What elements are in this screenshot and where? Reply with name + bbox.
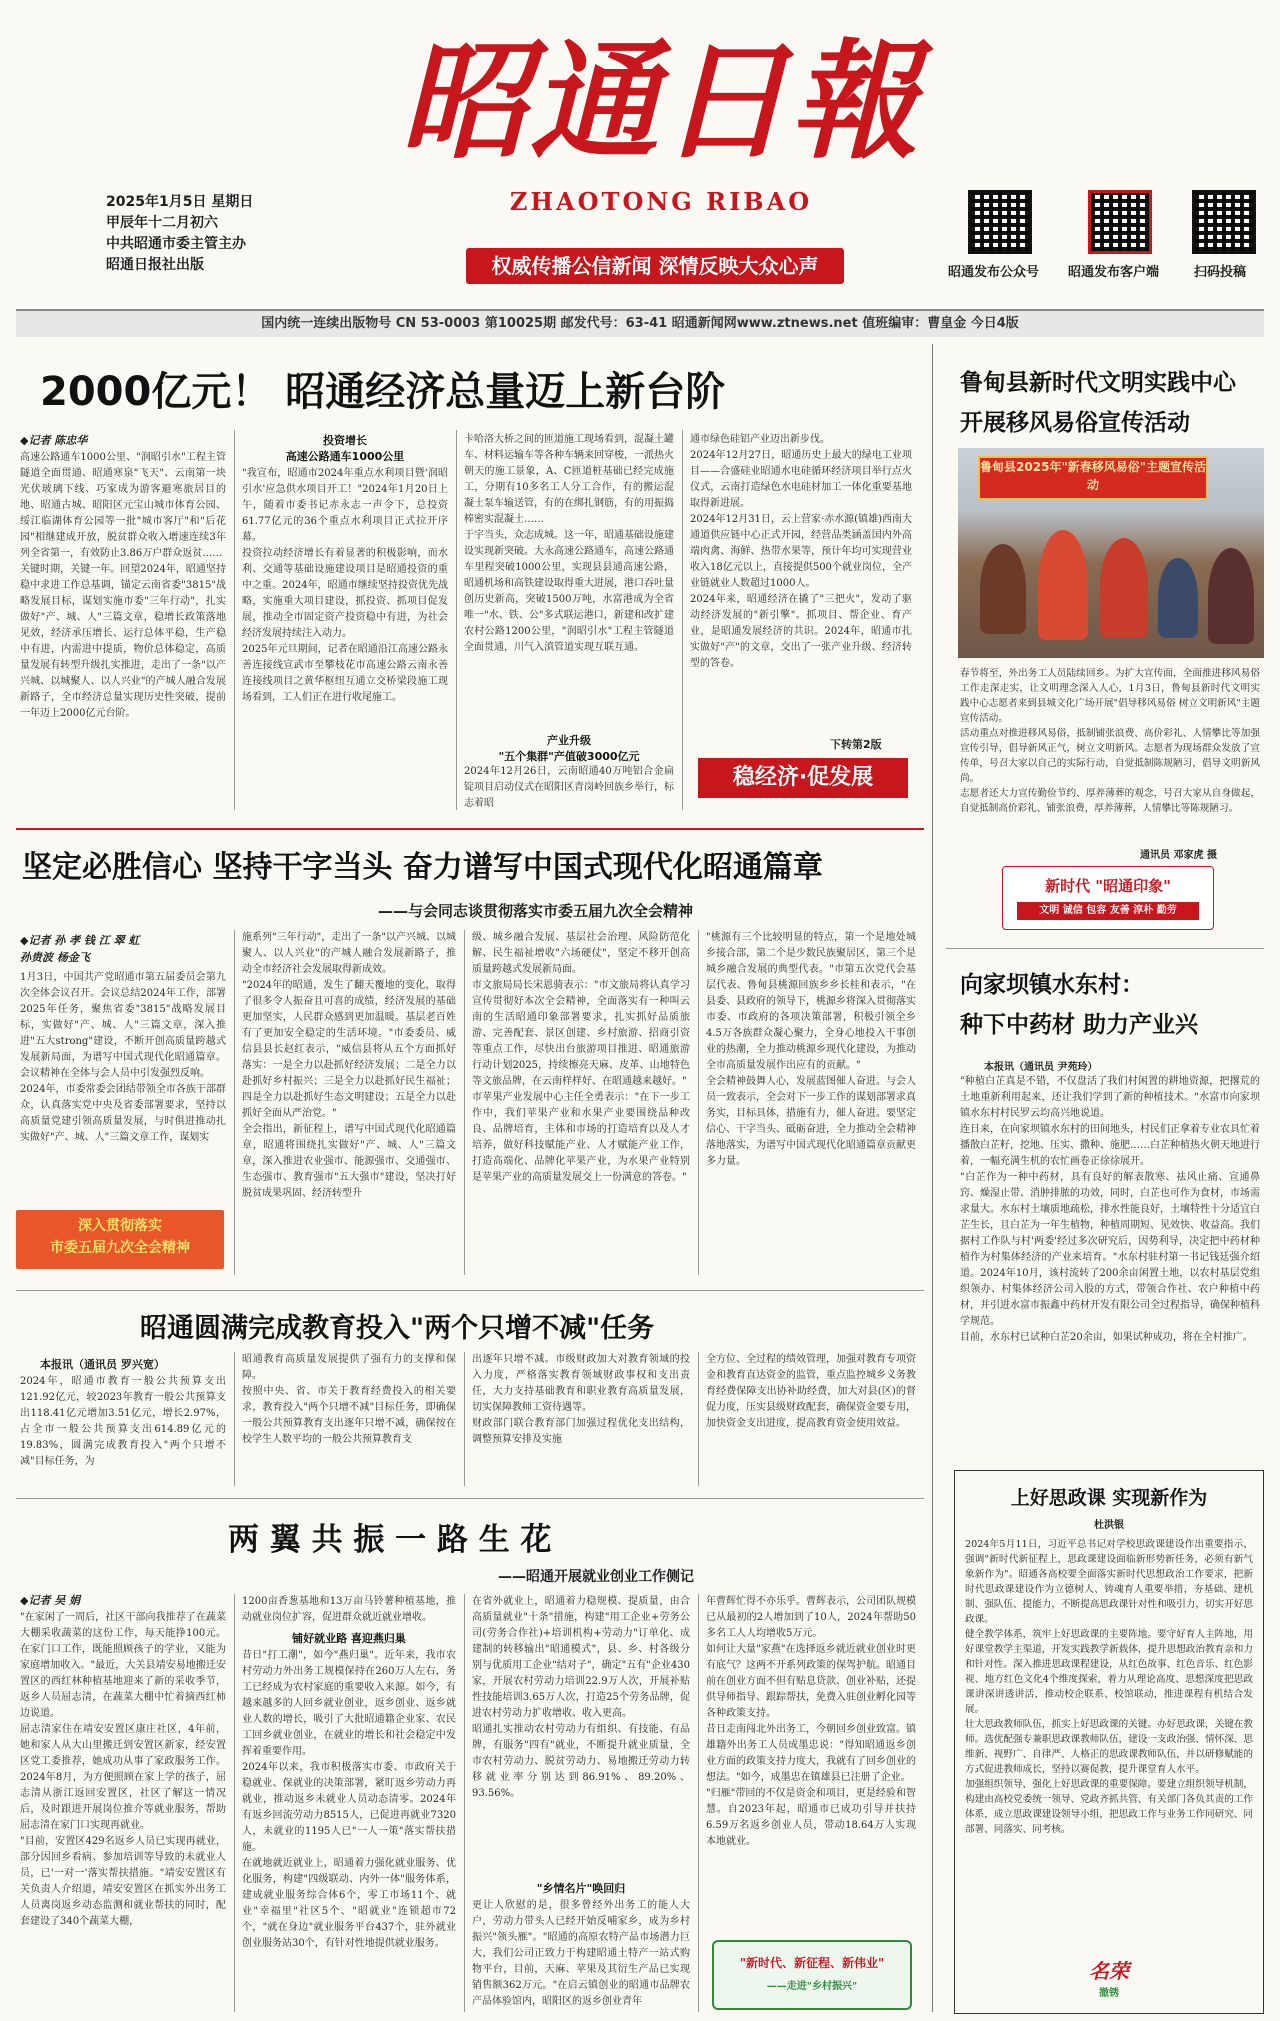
right-column-divider [932, 344, 933, 2012]
civilization-logo-values: 文明 诚信 包容 友善 淳朴 勤劳 [1017, 902, 1199, 920]
column-logo [1057, 1955, 1161, 2001]
column-divider [234, 1594, 235, 2012]
column-divider [234, 430, 235, 810]
column-logo-subtext: 撤锈 [1099, 1988, 1119, 1999]
employment-column-2: 1200亩香葱基地和13万亩马铃薯种植基地，推动就业岗位扩容，促进群众就近就业增收。 [242, 1596, 456, 1623]
person-figure [1158, 558, 1198, 638]
publisher-line: 昭通日报社出版 [106, 257, 204, 273]
feature-column-1: 1月3日，中国共产党昭通市第五届委员会第九次全体会议召开。会议总结2024年工作，部署2025年任务，聚焦省委"3815"战略发展目标，实做好"产、城、人"三篇文章，深入推进"五大strong"建设，不断开创高质量跨越式发展新局面，为谱写中国式现代化昭通篇章。会议精神在全体与会人员中引发强烈反响。 2024年，市委常委会团结带领全市各族干部群众，认真落实党中央及省委部署要求，坚持以高质量党建引领高质量发展，与时俱进推动扎实做好"产、城、人"三篇文章工作，谋划实 [20, 972, 226, 1143]
employment-subtitle: ——昭通开展就业创业工作侧记 [498, 1569, 694, 1585]
side3-headline[interactable]: 上好思政课 实现新作为 [1010, 1487, 1208, 1509]
qr-code-icon[interactable] [1192, 190, 1256, 254]
edu-column-2: 昭通教育高质量发展提供了强有力的支撑和保障。 按照中央、省、市关于教育经费投入的相关要求，教育投入"两个只增不减"目标任务，即确保一般公共预算教育支出逐年只增不减，确保按在校学生人数平均的一般公共预算教育支 [242, 1354, 456, 1445]
qr-code-icon[interactable] [1088, 190, 1152, 254]
feature-column-2: 施系列"三年行动"，走出了一条"以产兴城、以城聚人、以人兴业"的产城人融合发展新路子，推动全市经济社会发展取得新成效。 "2024年的昭通，发生了翻天覆地的变化，取得了很多令人振奋且可喜的成绩，经济发展的基础更加坚实，人民群众感到更加温暖。基层老百姓有了更加安全稳定的生活环境。"市委委员、威信县县长赵红表示，"威信县将从五个方面抓好落实：一是全力以赴抓好经济发展；二是全力以赴抓好乡村振兴；三是全力以赴抓好民生福祉；四是全力以赴抓好生态文明建设；五是全力以赴抓好全面从严治党。" 全会指出，新征程上，谱写中国式现代化昭通篇章，昭通将围绕扎实做好"产、城、人"三篇文章，深入推进农业强市、能源强市、交通强市、生态强市、教育强市"五大强市"建设，坚决打好脱贫成果巩固、经济转型升 [242, 932, 456, 1199]
employment-subhead-2: "乡情名片"唤回归 [536, 1882, 626, 1895]
feature-subtitle: ——与会同志谈贯彻落实市委五届九次全会精神 [378, 902, 694, 920]
civilization-logo [1002, 866, 1214, 930]
employment-column-3: 在省外就业上，昭通着力稳规模、提质量，由合高质量就业"十条"措施，构建"用工企业+劳务公司(劳务合作社)+培训机构+劳动力"订单化、成建制的转移输出"昭通模式"，县、乡、村各级分别与优质用工企业"结对子"，确定"五有"企业430家，开展农村劳动力培训22.9万人次，开展补贴性技能培训3.65万人次，打造25个劳务品牌，促进农村劳动力扩收增收、收入更高。 昭通扎实推动农村劳动力有组织、有技能、有品牌，有服务"四有"就业，不断提升就业质量，全市农村劳动力、脱贫劳动力、易地搬迁劳动力转移就业率分别达到86.91%、89.20%、93.56%。 [472, 1596, 690, 1799]
employment-column-4: 年曹辉忙得不亦乐乎。曹辉表示，公司团队规模已从最初的2人增加到了10人，2024年帮助50多名工人人均增收5万元。 如何让大量"家燕"在选择返乡就近就业创业时更有底气？这两不开系列政策的保驾护航。昭通目前在创业方面不但有贴息贷款、创业补贴，还提供导师指导、跟踪帮扶，免费入驻创业孵化园等各种政策支持。 昔日走南闯北外出务工，今朝回乡创业致富。镇雄籍外出务工人员成墨忠说："得知昭通返乡创业方面的政策支持力度大，我就有了回乡创业的想法。"如今，成墨忠在镇雄县已注册了企业。 "归雁"带回的不仅是资金和项目，更是经验和智慧。自2023年起，昭通市已成功引导并扶持6.59万名返乡创业人员，带动18.64万人实现本地就业。 [706, 1596, 916, 1847]
date-block [106, 192, 253, 276]
continue-note[interactable]: 下转第2版 [830, 738, 882, 751]
lead-column-4: 通市绿色硅铝产业迈出新步伐。 2024年12月27日，昭通历史上最大的绿电工业项目——合盛硅业昭通水电硅循环经济项目举行点火仪式，云南打造绿色水电硅材加工一体化重要基地取得新进展。 2024年12月31日，云上营家·赤水源(镇雄)西南大通道供应链中心正式开园，经营品类涵盖国内外高端肉禽、海鲜、热带水果等，预计年均可实现营业收入18亿元以上，直接提供500个就业岗位，全产业链就业人数超过1000人。 2024年来，昭通经济在撬了"三把火"，发动了驱动经济发展的"新引擎"。抓项目、帮企业、育产业，是昭通发展经济的共识。2024年，昭通市扎实做好"产"的文章，交出了一张产业升级、经济转型的答卷。 [690, 434, 912, 669]
column-divider [698, 1594, 699, 2012]
person-figure [1100, 538, 1148, 638]
column-divider [464, 1352, 465, 1486]
side1-headline-line2[interactable]: 开展移风易俗宣传活动 [960, 410, 1190, 436]
lead-subhead-industry: 产业升级 "五个集群"产值破3000亿元 [498, 734, 640, 763]
section-divider [16, 1290, 924, 1291]
person-figure [1038, 530, 1088, 640]
feature-section-tag: 深入贯彻落实 市委五届九次全会精神 [16, 1210, 224, 1269]
event-photo [958, 448, 1264, 658]
side3-body: 2024年5月11日，习近平总书记对学校思政课建设作出重要指示，强调"新时代新征程上，思政课建设面临新形势新任务，必须有新气象新作为"。昭通各高校要全面落实新时代思想政治工作要求，把新时代思政课建设作为立德树人、铸魂育人重要举措，夯基础、建机制、强队伍、提能力，不断提高思政课针对性和吸引力，切实开好思政课。 健全教学体系，筑牢上好思政课的主要阵地。要守好育人主阵地，用好课堂教学主渠道，开发实践教学新载体，提升思想政治教育亲和力和针对性。深入推进思政课程建设，从红色故事、红色音乐、红色影视、地方红色文化4个维度探索，着力从理论高度、思想深度把思政课讲深讲透讲活，推动校企联系、校馆联动，推进课程有机结合发展。 壮大思政教师队伍，抓实上好思政课的关键。办好思政课，关键在教师。选优配强专兼职思政课教师队伍，建设一支政治强、情怀深、思维新、视野广、自律严、人格正的思政课教师队伍，并以研修赋能的方式促进教师成长，坚持以赛促教，提升课堂育人水平。 加强组织领导，强化上好思政课的重要保障。要建立组织领导机制，构建由高校党委统一领导、党政齐抓共管、有关部门各负其责的工作体系，成立思政课建设领导小组，把思政工作与业务工作同研究、同部署、同落实、同考核。 [965, 1539, 1253, 1835]
lead-subhead-investment: 投资增长 高速公路通车1000公里 [285, 434, 405, 463]
employment-byline: ◆记者 吴 娟 [20, 1594, 81, 1607]
employment-column-2b: 昔日"打工潮"，如今"燕归巢"。近年来，我市农村劳动力外出务工规模保持在260万人左右，务工已经成为农村家庭的重要收入来源。如今，有越来越多的人回乡就业创业，返乡创业、返乡就业人数的增长，吸引了大批昭通籍企业家、农民工回乡就业创业，在就业的增长和社会稳定中发挥着重要作用。 2024年以来，我市积极落实市委、市政府关于稳就业、保就业的决策部署，紧盯返乡劳动力再就业，推动返乡未就业人员动态清零。2024年有返乡回流劳动力8515人，已促进再就业7320人，未就业的1195人已"一人一策"落实帮扶措施。 在就地就近就业上，昭通着力强化就业服务、优化服务，构建"四级联动、内外一体"服务体系，建成就业服务综合体6个，零工市场11个、就业"幸福里"社区5个、"昭就业"连锁超市72个，"就在身边"就业服务平台437个，驻外就业创业服务站30个，有针对性地提供就业服务。 [242, 1650, 456, 1949]
section-tag-stable-economy: 稳经济·促发展 [698, 758, 908, 798]
photo-banner: 鲁甸县2025年"新春移风易俗"主题宣传活动 [978, 456, 1208, 500]
column-divider [698, 930, 699, 1275]
employment-headline[interactable]: 两 翼 共 振 一 路 生 花 [228, 1522, 552, 1558]
feature-headline[interactable]: 坚定必胜信心 坚持干字当头 奋力谱写中国式现代化昭通篇章 [22, 850, 823, 885]
publication-info-bar: 国内统一连续出版物号 CN 53-0003 第10025期 邮发代号：63-41 昭通新闻网www.ztnews.net 值班编审：曹皇金 今日4版 [16, 309, 1264, 337]
side2-headline-line2[interactable]: 种下中药材 助力产业兴 [960, 1012, 1199, 1038]
slogan-logo [712, 1940, 912, 2010]
column-divider [464, 930, 465, 1275]
side2-body: "种植白芷真是不错，不仅盘活了我们村闲置的耕地资源，把撂荒的土地重新利用起来，还让我们学到了新的种植技术。"水富市向家坝镇水东村村民罗云均高兴地说道。 连日来，在向家坝镇水东村的田间地头，村民们正拿着专业农具忙着播散白芷籽，挖地、压实、撒种、施肥……白芷种植热火朝天地进行着，一幅充满生机的农忙画卷正徐徐展开。 "白芷作为一种中药材，具有良好的解表散寒、祛风止痛、宣通鼻窍、燥湿止带、消肿排脓的功效，同时，白芷也可作为食材，市场需求量大。水东村土壤质地疏松，排水性能良好，土壤特性十分适宜白芷生长，且白芷为一年生植物，种植周期短、见效快、收益高。我们据村工作队与村'两委'经过多次研究后，因势利导，决定把中药材种植作为村集体经济的产业来培育。"水东村驻村第一书记钱廷强介绍道。2024年10月，该村流转了200余亩闲置土地，以农村基层党组织领办、村集体经济公司入股的方式，带领合作社、农户种植中药材，并引进水富市振鑫中药材开发有限公司全过程指导，确保种植科学规范。 目前，水东村已试种白芷20余亩，如果试种成功，将在全村推广。 [960, 1076, 1260, 1343]
side3-frame [954, 1470, 1264, 2014]
person-figure [1208, 548, 1254, 644]
lead-column-2: "我宣布，昭通市2024年重点水利项目暨'润昭引水'应急供水项目开工！"2024年1月20日上午，随着市委书记赤永志一声令下，总投资61.77亿元的36个重点水利项目正式拉开序幕。 投资拉动经济增长有着显著的积极影响，而水利、交通等基础设施建设项目是昭通投资的重中之重。2024年，昭通市继续坚持投资优先战略，实施重大项目建设，抓投资、抓项目促发展，推动全市固定资产投资稳中有进，为社会经济发展持续注入动力。 2025年元旦期间，记者在昭通沿江高速公路永善连接线宣武市至攀枝花市高速公路云南永善连接线项目之黄华枢纽互通立交桥梁段施工现场看到，工人们正在进行收尾施工。 [242, 468, 448, 703]
feature-column-4: "桃源有三个比较明显的特点，第一个是地处城乡接合部，第二个是少数民族聚居区，第三个是城乡融合发展的典型代表。"市第五次党代会基层代表、鲁甸县桃源回族乡乡长桂和表示，"在县委、县政府的领导下，桃源乡将深入贯彻落实市委、市政府的各项决策部署，积极引领全乡4.5万各族群众凝心聚力，全身心地投入干事创业的热潮，全力推动桃源乡现代化建设，为推动全市高质量发展作出应有的贡献。" 全会精神鼓舞人心，发展蓝图催人奋进。与会人员一致表示，全会对下一步工作的谋划部署求真务实，目标具体，措施有力，催人奋进。要坚定信心、干字当头、砥砺奋进，全力推动全会精神落地落实，为谱写中国式现代化昭通篇章贡献更多力量。 [706, 932, 916, 1167]
column-divider [464, 1594, 465, 2012]
issue-date: 2025年1月5日 星期日 [106, 194, 254, 210]
column-divider [456, 430, 457, 810]
column-logo-text: 名荣 [1089, 1959, 1129, 1983]
qr-label-account: 昭通发布公众号 [948, 265, 1040, 280]
masthead-slogan: 权威传播公信新闻 深情反映大众心声 [466, 248, 844, 284]
column-divider [698, 1352, 699, 1486]
section-divider [16, 1498, 924, 1499]
column-divider [682, 430, 683, 810]
qr-code-icon[interactable] [968, 190, 1032, 254]
lead-column-3: 卡哈洛大桥之间的匝道施工现场看到，混凝土罐车、材料运输车等各种车辆来回穿梭，一派热火朝天的施工景象，A、C匝道桩基础已经完成施工，分期有10多名工人分工合作，有的搬运混凝土泵车输送管，有的在绑扎钢筋，有的用振捣棒密实混凝土…… 于宇当头，众志成城。这一年，昭通基础设施建设实现新突破。大永高速公路通车，高速公路通车里程突破1000公里，实现县县通高速公路，昭通机场和高铁建设取得重大进展，港口吞吐量创历史新高，突破1500万吨，水富港成为全省唯一"水、铁、公"多式联运港口，新建和改扩建农村公路1200公里，"润昭引水"工程主管隧道全面贯通，川气入滇管道实现互联互通。 [464, 434, 674, 653]
slogan-logo-text: "新时代、新征程、新伟业" [739, 1956, 885, 1970]
edu-column-1: 2024年，昭通市教育一般公共预算支出121.92亿元，较2023年教育一般公共预算支出118.41亿元增加3.51亿元，增长2.97%，占全市一般公共预算支出614.89亿元的19.83%，圆满完成教育投入"两个只增不减"目标任务，为 [20, 1376, 226, 1467]
lunar-date: 甲辰年十二月初六 [106, 215, 218, 231]
side1-body: 春节将至，外出务工人员陆续回乡。为扩大宣传面，全面推进移风易俗工作走深走实，让文明理念深入人心，1月3日，鲁甸县新时代文明实践中心志愿者来到县城文化广场开展"倡导移风易俗 树立文明新风"主题宣传活动。 活动重点对推进移风易俗，抵制铺张浪费、高价彩礼、人情攀比等加强宣传引导，倡导新风正气，树立文明新风。志愿者为现场群众发放了宣传单，号召大家以自己的实际行动，自觉抵制陈规陋习，倡导文明新风尚。 志愿者还大力宣传勤俭节约、厚养薄葬的观念，号召大家从自身做起，自觉抵制高价彩礼、铺张浪费，厚养薄葬，人情攀比等陈规陋习。 [960, 668, 1260, 814]
edu-column-4: 全方位、全过程的绩效管理，加强对教育专项资金和教育直达资金的监管，重点监控城乡义务教育经费保障支出协补助经费，加大对县(区)的督促力度，压实县级财政配套，确保资金要专用，加快资金支出进度，提高教育资金使用效益。 [706, 1354, 916, 1429]
person-figure [980, 544, 1026, 634]
employment-subhead-1: 铺好就业路 喜迎燕归巢 [292, 1632, 406, 1645]
section-divider [16, 828, 924, 830]
slogan-logo-subtext: ——走进"乡村振兴" [766, 1981, 858, 1992]
column-divider [234, 930, 235, 1275]
employment-column-1: "在家闲了一周后，社区干部向我推荐了在蔬菜大棚采收蔬菜的这份工作，每天能挣100元。在家门口工作，既能照顾孩子的学业，又能为家庭增加收入。"最近，大关县靖安易地搬迁安置区的西红林种植基地迎来了新的采收季节，返乡人员屈志清，在蔬菜大棚中忙着摘西红柿边说道。 屈志清家住在靖安安置区康庄社区，4年前，她和家人从大山里搬迁到安置区新家，经安置区党工委推荐，她成功从事了家政服务工作。2024年8月，为方便照顾在家上学的孩子，屈志清从浙江返回安置区，社区了解这一情况后，及时跟进开展岗位推介等就业服务，帮助屈志清在家门口实现再就业。 "目前，安置区429名返乡人员已实现再就业，部分因回乡看病、参加培训等导致的未就业人员，已'一对一'落实帮扶措施。"靖安安置区有关负责人介绍道，靖安安置区在抓实外出务工人员离岗返乡动态监测和就业帮扶的同时，配套建设了340个蔬菜大棚， [20, 1612, 226, 1927]
sponsor-line: 中共昭通市委主管主办 [106, 236, 246, 252]
edu-column-3: 出逐年只增不减。市级财政加大对教育领域的投入力度，严格落实教育领域财政事权和支出责任，大力支持基础教育和职业教育高质量发展，切实保障教师工资待遇等。 财政部门联合教育部门加强过程优化支出结构，调整预算安排及实施 [472, 1354, 690, 1445]
masthead-title: 昭通日報 [400, 27, 921, 177]
side2-headline-line1[interactable]: 向家坝镇水东村： [960, 972, 1144, 998]
edu-headline[interactable]: 昭通圆满完成教育投入"两个只增不减"任务 [140, 1313, 655, 1344]
feature-byline: ◆记者 孙 孝 钱 江 翠 虹 孙贵波 杨金飞 [20, 934, 140, 964]
employment-column-3b: 更让人欣慰的是，很多曾经外出务工的能人大户，劳动力带头人已经开始反哺家乡，成为乡村振兴"领头雁"。"昭通的高原农特产品市场潜力巨大，我们公司正致力于构建昭通土特产一站式购物平台，目前，天麻、苹果及其衍生产品已实现销售额362万元。"在启云镇创业的昭通市品牌农产品体验馆内，昭阳区的返乡创业青年 [472, 1900, 690, 2007]
lead-headline[interactable]: 2000亿元！ 昭通经济总量迈上新台阶 [40, 369, 726, 415]
section-divider [946, 948, 1264, 949]
column-divider [234, 1352, 235, 1486]
qr-label-client: 昭通发布客户端 [1068, 265, 1160, 280]
side1-photo-credit: 通讯员 邓家虎 摄 [1140, 850, 1217, 861]
lead-byline: ◆记者 陈忠华 [20, 434, 88, 447]
lead-column-1: 高速公路通车1000公里、"润昭引水"工程主管隧道全面贯通、昭通寒泉"飞天"、云南第一块光伏玻璃下线、巧家成为游客避寒旅居目的地、昭通古城、昭阳区元宝山城市体育公园、绥江临湖体育公园等一批"城市客厅"和"后花园"相继建成开放，脱贫群众收入增速连续3年列全省第一，有效防止3.86万户群众返贫…… 关键时期，关键一年。回望2024年，昭通坚持稳中求进工作总基调，锚定云南省委"3815"战略发展目标，谋划实施市委"三年行动"，扎实做好"产、城、人"三篇文章，稳增长政策落地见效，经济承压增长、运行总体平稳，生产稳中有进，内需进中提质，物价总体稳定，高质量发展有转型升级扎实推进，走出了一条"以产兴城、以城聚人、以人兴业"的产城人融合发展新路子，全市经济总量实现历史性突破，提前一年迈上2000亿元台阶。 [20, 452, 226, 719]
side2-byline: 本报讯（通讯员 尹苑玲） [984, 1062, 1098, 1073]
masthead-pinyin: ZHAOTONG RIBAO [509, 187, 813, 216]
civilization-logo-title: 新时代 "昭通印象" [1045, 877, 1171, 895]
feature-column-3: 级、城乡融合发展、基层社会治理、风险防范化解、民生福祉增收"六场硬仗"，坚定不移开创高质量跨越式发展新局面。 市文旅局局长宋恩骑表示："市文旅局将认真学习宣传贯彻好本次全会精神，全面落实有一种叫云南的生活昭通印象部署要求，扎实抓好品质旅游、完善配套、景区创建、乡村旅游、招商引资等重点工作，尽快出台旅游项目推进、昭通旅游行动计划2025，持续擦亮天麻、皮革、山地特色等文旅品牌，在云南样样好、在昭通越来越好。" 市苹果产业发展中心主任全勇表示："在下一步工作中，我们苹果产业和水果产业要围绕品种改良、品牌培育，主体和市场的打造培育以及人才培养，做好科技赋能产业、人才赋能产业工作，打造高端化、品牌化苹果产业，为水果产业特别是苹果产业的高质量发展交上一份满意的答卷。" [472, 932, 690, 1183]
side1-headline-line1[interactable]: 鲁甸县新时代文明实践中心 [960, 370, 1236, 396]
qr-label-submit: 扫码投稿 [1194, 265, 1247, 280]
edu-byline: 本报讯（通讯员 罗兴宽） [40, 1358, 165, 1371]
lead-column-3b: 2024年12月26日，云南昭通40万吨铝合金扁锭项目启动仪式在昭阳区青岗岭回族乡举行，标志着昭 [464, 766, 674, 809]
side3-author: 杜洪银 [1094, 1520, 1124, 1531]
